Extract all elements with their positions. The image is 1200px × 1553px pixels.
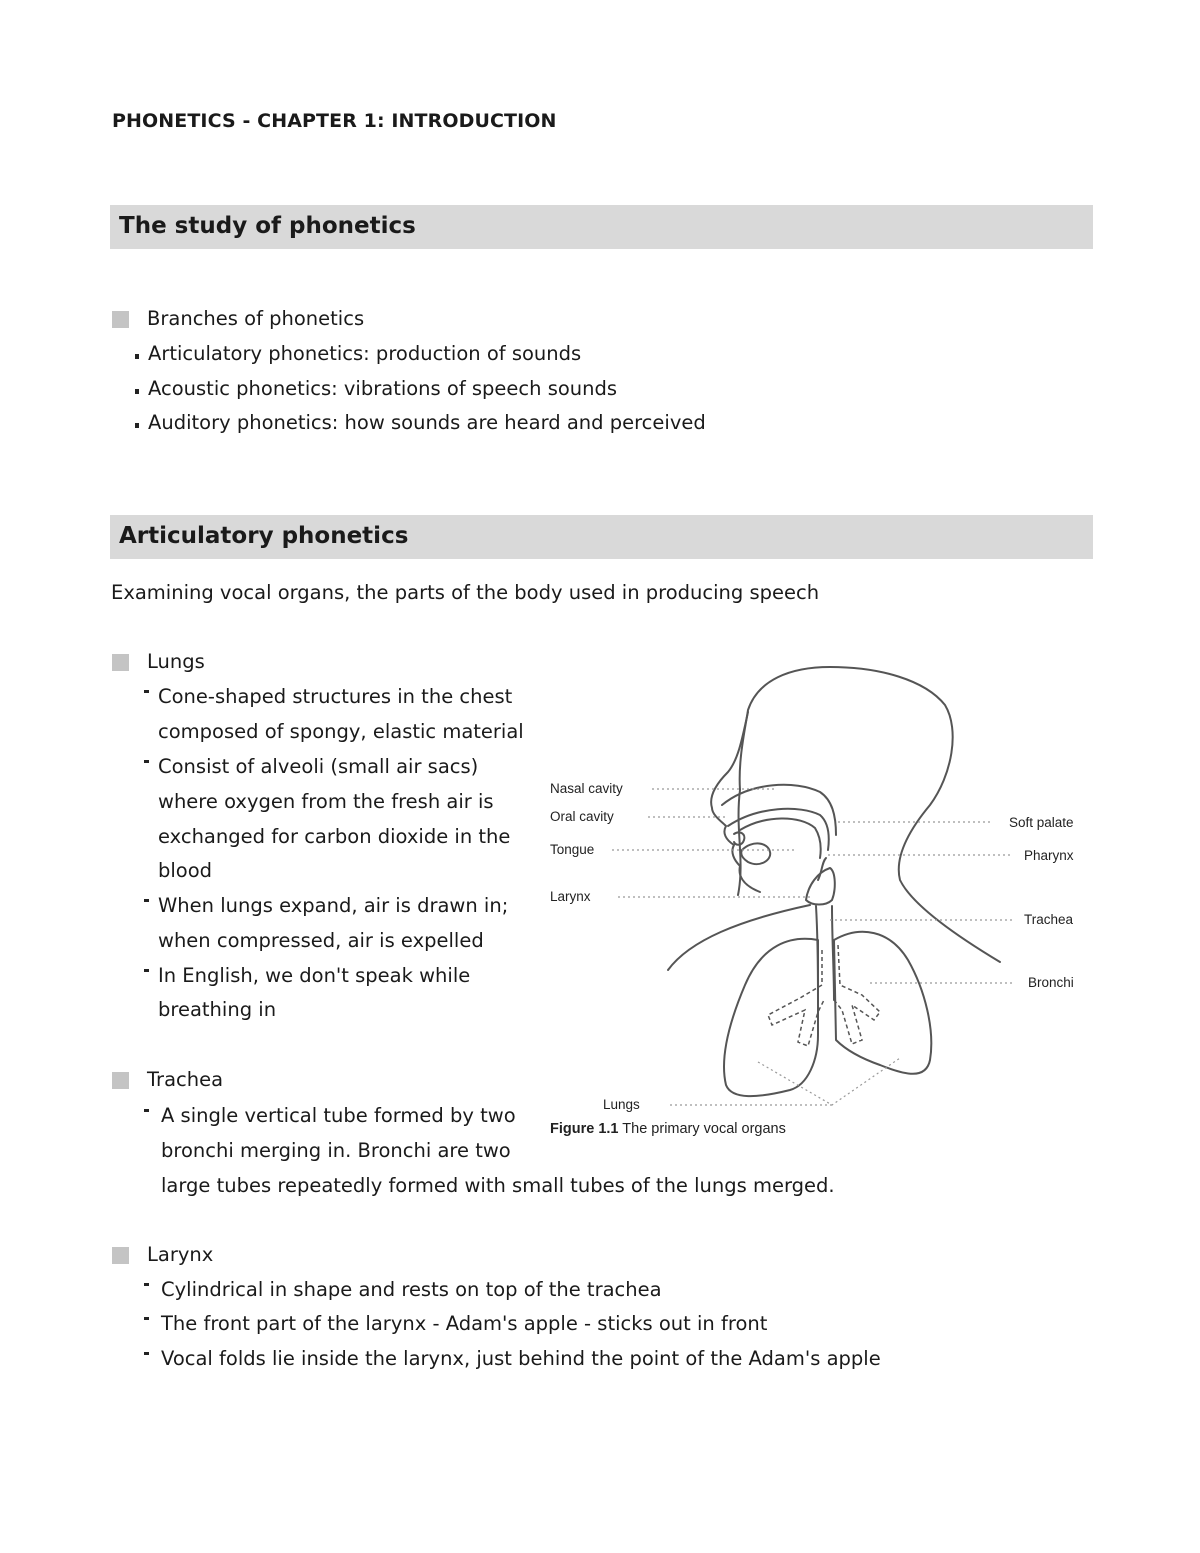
- group-title-trachea: Trachea: [147, 1068, 224, 1091]
- epiglottis-outline: [818, 858, 826, 880]
- bullet-dot-icon: [135, 354, 139, 359]
- right-lung-outline: [834, 932, 931, 1074]
- figure-caption: [550, 1121, 786, 1137]
- list-item-line: blood: [158, 859, 213, 882]
- left-shoulder-outline: [668, 905, 810, 970]
- section-heading-articulatory-phonetics: [110, 515, 1093, 559]
- bullet-dash-icon: [144, 690, 149, 693]
- square-bullet-icon: [112, 654, 129, 671]
- square-bullet-icon: [112, 311, 129, 328]
- palate-outline: [728, 809, 829, 850]
- bullet-dot-icon: [135, 423, 139, 428]
- left-lung-outline: [724, 939, 818, 1096]
- bullet-dash-icon: [144, 760, 149, 763]
- list-item-line: Cylindrical in shape and rests on top of the trachea: [161, 1278, 662, 1301]
- figure-caption-text: The primary vocal organs: [622, 1121, 786, 1137]
- bullet-dash-icon: [144, 969, 149, 972]
- vocal-organs-diagram: [540, 660, 1100, 1150]
- group-title-larynx: Larynx: [147, 1243, 214, 1266]
- bronchi-outline: [768, 945, 880, 1046]
- document-title: PHONETICS - CHAPTER 1: INTRODUCTION: [112, 110, 557, 132]
- head-profile-outline: [738, 667, 1000, 962]
- list-item: Acoustic phonetics: vibrations of speech sounds: [148, 377, 618, 400]
- section-intro: Examining vocal organs, the parts of the body used in producing speech: [111, 581, 820, 604]
- list-item-line: The front part of the larynx - Adam's apple - sticks out in front: [161, 1312, 768, 1335]
- list-item-line: Cone-shaped structures in the chest: [158, 685, 513, 708]
- list-item-line: where oxygen from the fresh air is: [158, 790, 494, 813]
- list-item: Articulatory phonetics: production of sounds: [148, 342, 582, 365]
- figure-label-trachea: Trachea: [1024, 912, 1074, 927]
- square-bullet-icon: [112, 1247, 129, 1264]
- larynx-outline: [806, 868, 835, 905]
- group-title-branches: Branches of phonetics: [147, 307, 365, 330]
- bullet-dash-icon: [144, 1317, 149, 1320]
- list-item-line: exchanged for carbon dioxide in the: [158, 825, 511, 848]
- list-item-line: When lungs expand, air is drawn in;: [158, 894, 509, 917]
- face-profile-outline: [711, 712, 760, 892]
- bullet-dash-icon: [144, 1109, 149, 1112]
- figure-label-lungs: Lungs: [603, 1097, 640, 1112]
- list-item-line: Vocal folds lie inside the larynx, just behind the point of the Adam's apple: [161, 1347, 881, 1370]
- figure-label-larynx: Larynx: [550, 889, 591, 904]
- list-item-line: large tubes repeatedly formed with small tubes of the lungs merged.: [161, 1174, 835, 1197]
- group-title-lungs: Lungs: [147, 650, 205, 673]
- bullet-dash-icon: [144, 899, 149, 902]
- list-item-line: composed of spongy, elastic material: [158, 720, 524, 743]
- figure-label-pharynx: Pharynx: [1024, 848, 1074, 863]
- oral-cavity-outline: [740, 818, 821, 858]
- square-bullet-icon: [112, 1072, 129, 1089]
- figure-label-soft-palate: Soft palate: [1009, 815, 1074, 830]
- bullet-dot-icon: [135, 389, 139, 394]
- list-item-line: when compressed, air is expelled: [158, 929, 484, 952]
- figure-label-oral-cavity: Oral cavity: [550, 809, 614, 824]
- bullet-dash-icon: [144, 1352, 149, 1355]
- tongue-outline: [741, 843, 770, 864]
- figure-caption-number: Figure 1.1: [550, 1121, 619, 1137]
- list-item-line: A single vertical tube formed by two: [161, 1104, 516, 1127]
- figure-label-nasal-cavity: Nasal cavity: [550, 781, 623, 796]
- list-item-line: bronchi merging in. Bronchi are two: [161, 1139, 511, 1162]
- figure-label-tongue: Tongue: [550, 842, 595, 857]
- list-item: Auditory phonetics: how sounds are heard and perceived: [148, 411, 706, 434]
- section-heading-study-of-phonetics: [110, 205, 1093, 249]
- bullet-dash-icon: [144, 1283, 149, 1286]
- leader-lines: [612, 789, 1012, 1105]
- figure-label-bronchi: Bronchi: [1028, 975, 1074, 990]
- list-item-line: In English, we don't speak while: [158, 964, 471, 987]
- list-item-line: Consist of alveoli (small air sacs): [158, 755, 479, 778]
- list-item-line: breathing in: [158, 998, 277, 1021]
- section-heading-text: The study of phonetics: [119, 213, 416, 239]
- section-heading-text: Articulatory phonetics: [119, 523, 409, 549]
